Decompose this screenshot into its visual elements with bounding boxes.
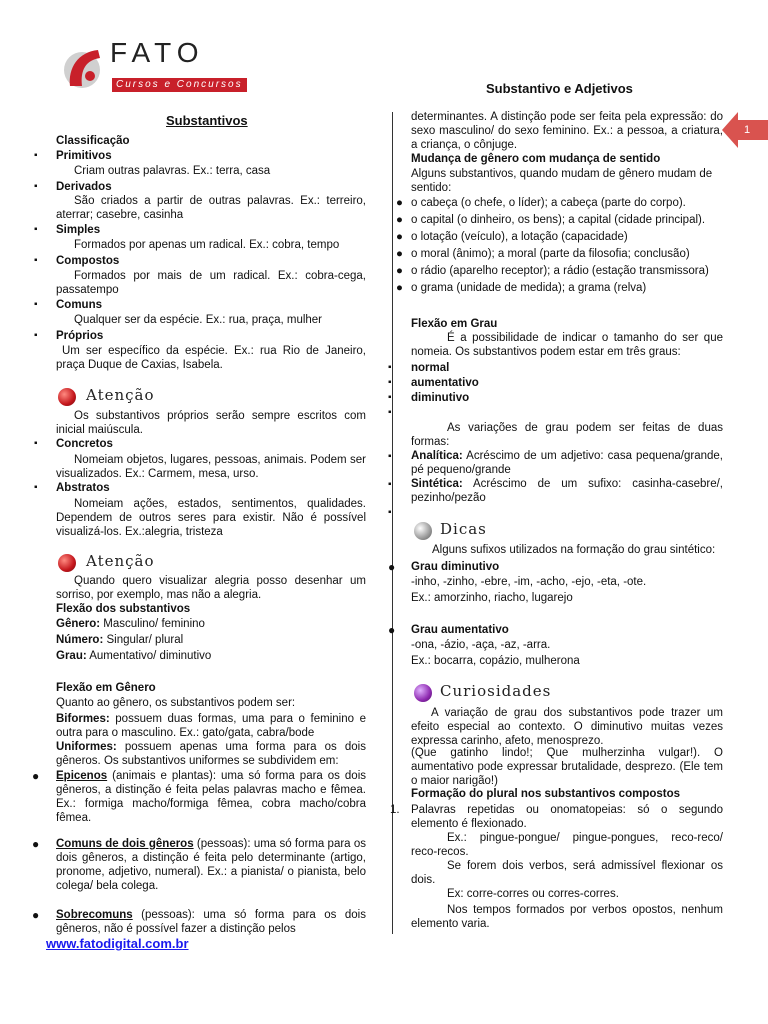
grau-aumentativo: aumentativo <box>411 377 479 389</box>
concretos-desc: Nomeiam objetos, lugares, pessoas, animais. Podem ser visualizados. Ex.: Carmem, mesa, urso. <box>56 454 366 480</box>
grau-label: Grau: <box>56 650 87 662</box>
mudanca-list <box>396 196 736 298</box>
logo-word: FATO <box>110 37 205 68</box>
logo <box>62 37 282 92</box>
logo-subtitle: Cursos e Concursos <box>112 78 247 92</box>
comuns-heading: Comuns <box>56 299 102 311</box>
atencao-ball-icon <box>58 554 76 572</box>
plural-heading: Formação do plural nos substantivos compostos <box>411 788 681 800</box>
primitivos-heading: Primitivos <box>56 150 112 162</box>
list-item-text: o capital (o dinheiro, os bens); a capital (cidade principal). <box>411 214 706 226</box>
comuns-desc: Qualquer ser da espécie. Ex.: rua, praça, mulher <box>74 314 323 326</box>
curiosidades-text-1: A variação de grau dos substantivos pode trazer um efeito especial ao contexto. O diminutivo muitas vezes expressa carinho, afeto, menosprezo. <box>411 707 723 747</box>
primitivos-desc: Criam outras palavras. Ex.: terra, casa <box>74 165 271 177</box>
bullet-icon: ▪ <box>34 438 38 449</box>
mudanca-heading: Mudança de gênero com mudança de sentido <box>411 153 661 165</box>
flexao-grau-desc: É a possibilidade de indicar o tamanho do ser que nomeia. Os substantivos podem estar em três graus: <box>411 332 723 358</box>
variacoes-text: As variações de grau podem ser feitas de duas formas: <box>411 422 723 448</box>
sobrecomuns-desc: (pessoas): uma só forma para os dois gêneros, não é possível fazer a distinção pelos <box>56 909 366 935</box>
grau-value: Aumentativo/ diminutivo <box>86 650 212 662</box>
atencao-heading: Atenção <box>86 386 155 404</box>
bullet-icon: ▪ <box>388 451 392 462</box>
list-item-text: o lotação (veículo), a lotação (capacidade) <box>411 231 628 243</box>
dicas-text: Alguns sufixos utilizados na formação do grau sintético: <box>432 544 716 556</box>
epicenos-desc: (animais e plantas): uma só forma para os dois gêneros, a distinção é feita pelas palavras macho e fêmea. Ex.: formiga macho/formiga fêmea, cobra macho/cobra fêmea. <box>56 770 366 824</box>
list-item <box>396 230 736 247</box>
list-item <box>396 196 736 213</box>
genero-line <box>56 617 205 631</box>
atencao-text: Quando quero visualizar alegria posso desenhar um sorriso, por exemplo, mas não a alegria. <box>56 575 366 601</box>
bullet-icon: ● <box>388 623 396 637</box>
analitica-text <box>411 449 723 477</box>
bullet-icon: ● <box>388 560 396 574</box>
flexao-grau-heading: Flexão em Grau <box>411 318 498 330</box>
plural-rule-1: Palavras repetidas ou onomatopeias: só o segundo elemento é flexionado. <box>411 804 723 830</box>
page-header-title: Substantivo e Adjetivos <box>486 81 633 96</box>
compostos-heading: Compostos <box>56 255 120 267</box>
simples-heading: Simples <box>56 224 101 236</box>
list-item-text: o cabeça (o chefe, o líder); a cabeça (parte do corpo). <box>411 197 686 209</box>
proprios-desc: Um ser específico da espécie. Ex.: rua Rio de Janeiro, praça Duque de Caxias, Isabela. <box>56 345 366 371</box>
list-item <box>396 264 736 281</box>
bullet-icon: ● <box>396 248 403 260</box>
biformes-label: Biformes: <box>56 713 110 725</box>
curiosidades-heading: Curiosidades <box>440 682 552 700</box>
bullet-icon: ▪ <box>34 224 38 235</box>
bullet-icon: ● <box>396 265 403 277</box>
grau-diminutivo-sufixos: -inho, -zinho, -ebre, -im, -acho, -ejo, -eta, -ote. <box>411 576 647 588</box>
quanto-genero-text: Quanto ao gênero, os substantivos podem ser: <box>56 697 296 709</box>
biformes-text <box>56 712 366 740</box>
flexao-heading: Flexão dos substantivos <box>56 603 191 615</box>
abstratos-desc: Nomeiam ações, estados, sentimentos, qualidades. Dependem de outros seres para existir. Não é possível visualizá-los. Ex.:alegria, tristeza <box>56 498 366 538</box>
grau-diminutivo: diminutivo <box>411 392 470 404</box>
atencao-heading: Atenção <box>86 552 155 570</box>
page-number-badge <box>722 112 768 148</box>
bullet-icon: ● <box>396 282 403 294</box>
bullet-icon: ▪ <box>388 507 392 518</box>
compostos-desc: Formados por mais de um radical. Ex.: cobra-cega, passatempo <box>56 270 366 296</box>
plural-example-1: Ex.: pingue-pongue/ pingue-pongues, reco-reco/ reco-recos. <box>411 832 723 858</box>
grau-line <box>56 649 211 663</box>
biformes-desc: possuem duas formas, uma para o feminino e outra para o masculino. Ex.: gato/gata, cabra/bode <box>56 713 366 739</box>
analitica-desc: Acréscimo de um adjetivo: casa pequena/grande, pé pequeno/grande <box>411 450 723 476</box>
bullet-icon: ▪ <box>388 377 392 388</box>
grau-normal: normal <box>411 362 450 374</box>
bullet-icon: ▪ <box>388 479 392 490</box>
grau-diminutivo-heading: Grau diminutivo <box>411 561 500 573</box>
continuation-text: determinantes. A distinção pode ser feita pela expressão: do sexo masculino/ do sexo feminino. Ex.: a pessoa, a criatura, a criança, o cônjuge. <box>411 111 723 151</box>
list-item-text: o moral (ânimo); a moral (parte da filosofia; conclusão) <box>411 248 690 260</box>
comuns-dois-generos-label: Comuns de dois gêneros <box>56 838 194 850</box>
comuns-dois-generos-text <box>56 837 366 893</box>
epicenos-label: Epicenos <box>56 770 108 782</box>
numero-line <box>56 633 183 647</box>
list-item-text: o rádio (aparelho receptor); a rádio (estação transmissora) <box>411 265 709 277</box>
uniformes-text <box>56 740 366 768</box>
bullet-icon: ● <box>396 214 403 226</box>
bullet-icon: ▪ <box>388 407 392 418</box>
sobrecomuns-text <box>56 908 366 936</box>
concretos-heading: Concretos <box>56 438 113 450</box>
bullet-icon: ● <box>396 197 403 209</box>
bullet-icon: ▪ <box>34 299 38 310</box>
abstratos-heading: Abstratos <box>56 482 110 494</box>
bullet-icon: ▪ <box>34 255 38 266</box>
plural-example-2: Ex: corre-corres ou corres-corres. <box>447 888 619 900</box>
genero-value: Masculino/ feminino <box>100 618 205 630</box>
logo-mark-icon <box>62 44 102 92</box>
bullet-icon: ● <box>32 837 40 851</box>
derivados-heading: Derivados <box>56 181 112 193</box>
plural-verbos: Se forem dois verbos, será admissível flexionar os dois. <box>411 860 723 886</box>
bullet-icon: ● <box>32 908 40 922</box>
bullet-icon: ▪ <box>388 362 392 373</box>
section-title: Substantivos <box>166 113 248 128</box>
bullet-icon: ▪ <box>34 330 38 341</box>
uniformes-desc: possuem apenas uma forma para os dois gêneros. Os substantivos uniformes se subdividem em: <box>56 741 366 767</box>
dicas-heading: Dicas <box>440 520 487 538</box>
atencao-ball-icon <box>58 388 76 406</box>
grau-aumentativo-exemplos: Ex.: bocarra, copázio, mulherona <box>411 655 580 667</box>
page-number: 1 <box>744 124 751 136</box>
numero-value: Singular/ plural <box>103 634 184 646</box>
curiosidades-ball-icon <box>414 684 432 702</box>
bullet-icon: ● <box>32 769 40 783</box>
curiosidades-text-2: (Que gatinho lindo!; Que mulherzinha vulgar!). O aumentativo pode expressar brutalidade, desprezo. (Ele tem o maior narigão!) <box>411 747 723 787</box>
classificacao-heading: Classificação <box>56 135 130 147</box>
footer-link[interactable]: www.fatodigital.com.br <box>46 936 189 951</box>
sintetica-label: Sintética: <box>411 478 463 490</box>
analitica-label: Analítica: <box>411 450 463 462</box>
bullet-icon: ● <box>396 231 403 243</box>
plural-opostos: Nos tempos formados por verbos opostos, nenhum elemento varia. <box>411 904 723 930</box>
list-item <box>396 213 736 230</box>
mudanca-desc: Alguns substantivos, quando mudam de gênero mudam de sentido: <box>411 168 713 194</box>
grau-aumentativo-sufixos: -ona, -ázio, -aça, -az, -arra. <box>411 639 551 651</box>
sintetica-desc: Acréscimo de um sufixo: casinha-casebre/, pezinho/pezão <box>411 478 723 504</box>
plural-number: 1. <box>390 804 400 816</box>
list-item <box>396 247 736 264</box>
simples-desc: Formados por apenas um radical. Ex.: cobra, tempo <box>74 239 340 251</box>
grau-aumentativo-heading: Grau aumentativo <box>411 624 509 636</box>
dicas-ball-icon <box>414 522 432 540</box>
epicenos-text <box>56 769 366 825</box>
grau-diminutivo-exemplos: Ex.: amorzinho, riacho, lugarejo <box>411 592 573 604</box>
derivados-desc: São criados a partir de outras palavras. Ex.: terreiro, aterrar; casebre, casinha <box>56 195 366 221</box>
list-item-text: o grama (unidade de medida); a grama (relva) <box>411 282 647 294</box>
genero-label: Gênero: <box>56 618 101 630</box>
bullet-icon: ▪ <box>388 392 392 403</box>
sobrecomuns-label: Sobrecomuns <box>56 909 133 921</box>
atencao-text: Os substantivos próprios serão sempre escritos com inicial maiúscula. <box>56 410 366 436</box>
bullet-icon: ▪ <box>34 150 38 161</box>
bullet-icon: ▪ <box>34 181 38 192</box>
flexao-genero-heading: Flexão em Gênero <box>56 682 156 694</box>
uniformes-label: Uniformes: <box>56 741 117 753</box>
bullet-icon: ▪ <box>34 482 38 493</box>
sintetica-text <box>411 477 723 505</box>
proprios-heading: Próprios <box>56 330 104 342</box>
comuns-dois-generos-desc: (pessoas): uma só forma para os dois gêneros, a distinção é feita pelo determinante (artigo, pronome, adjetivo, numeral). Ex.: a pianista/ o pianista, belo colega/ bela colega. <box>56 838 366 892</box>
list-item <box>396 281 736 298</box>
numero-label: Número: <box>56 634 104 646</box>
